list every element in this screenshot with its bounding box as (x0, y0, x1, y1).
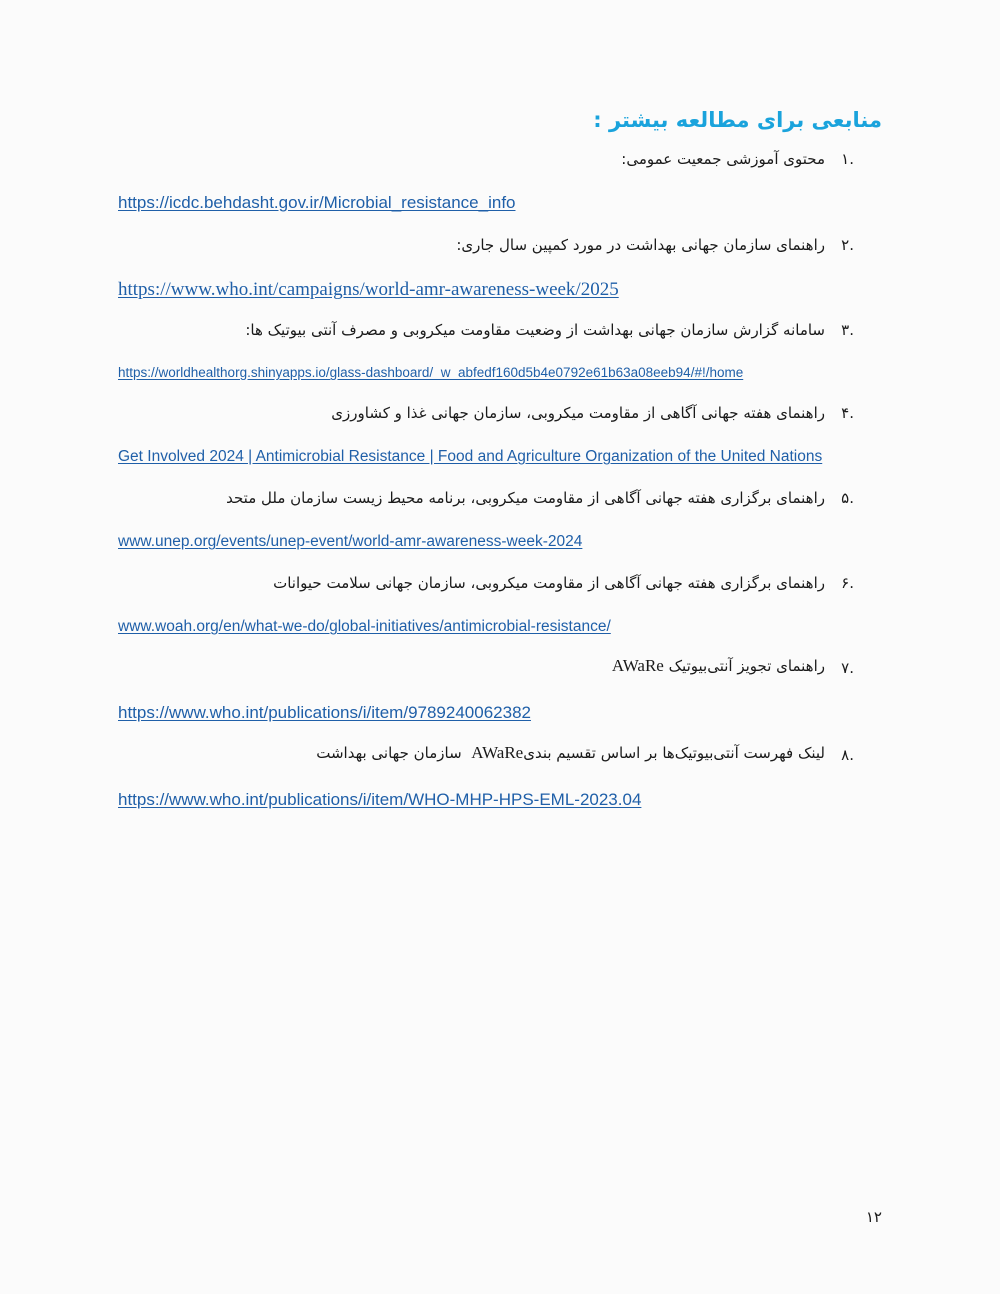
item-8-text (316, 743, 825, 763)
item-3-link[interactable]: https://worldhealthorg.shinyapps.io/glass-dashboard/_w_abfedf160d5b4e0792e61b63a08eeb94/#!/home (118, 365, 744, 380)
item-7-link[interactable]: https://www.who.int/publications/i/item/9789240062382 (118, 703, 531, 722)
item-7-text (612, 656, 825, 676)
item-8-text-latin: AWaRe (471, 743, 524, 762)
item-8-text-after: سازمان جهانی بهداشت (316, 744, 462, 762)
item-8-link[interactable]: https://www.who.int/publications/i/item/WHO-MHP-HPS-EML-2023.04 (118, 790, 642, 809)
item-5-text: راهنمای برگزاری هفته جهانی آگاهی از مقاومت میکروبی، برنامه محیط زیست سازمان ملل متحد (226, 489, 825, 507)
item-4-number: .۴ (841, 404, 854, 422)
page-number: ۱۲ (865, 1208, 882, 1226)
item-6-number: .۶ (841, 574, 854, 592)
item-1-number: .۱ (841, 150, 854, 168)
item-7-text-fa: راهنمای تجویز آنتی‌بیوتیک (668, 657, 825, 675)
item-8-number: .۸ (841, 746, 854, 764)
item-1-text: محتوی آموزشی جمعیت عمومی: (621, 150, 825, 168)
item-7-text-latin: AWaRe (611, 656, 664, 675)
item-6-link[interactable]: www.woah.org/en/what-we-do/global-initiatives/antimicrobial-resistance/ (118, 618, 611, 635)
item-2-link[interactable]: https://www.who.int/campaigns/world-amr-awareness-week/2025 (118, 279, 619, 300)
section-heading: منابعی برای مطالعه بیشتر : (593, 108, 882, 132)
item-5-link[interactable]: www.unep.org/events/unep-event/world-amr-awareness-week-2024 (118, 533, 583, 550)
item-4-text: راهنمای هفته جهانی آگاهی از مقاومت میکروبی، سازمان جهانی غذا و کشاورزی (331, 404, 825, 422)
item-3-number: .۳ (841, 321, 854, 339)
item-2-text: راهنمای سازمان جهانی بهداشت در مورد کمپین سال جاری: (456, 236, 825, 254)
item-3-text: سامانه گزارش سازمان جهانی بهداشت از وضعیت مقاومت میکروبی و مصرف آنتی بیوتیک ها: (245, 321, 825, 339)
item-2-number: .۲ (841, 236, 854, 254)
item-7-number: .۷ (841, 659, 854, 677)
item-5-number: .۵ (841, 489, 854, 507)
item-4-link[interactable]: Get Involved 2024 | Antimicrobial Resistance | Food and Agriculture Organization of the United Nations (118, 448, 823, 465)
item-8-text-fa: لینک فهرست آنتی‌بیوتیک‌ها بر اساس تقسیم بندی (523, 744, 825, 762)
item-6-text: راهنمای برگزاری هفته جهانی آگاهی از مقاومت میکروبی، سازمان جهانی سلامت حیوانات (273, 574, 825, 592)
item-1-link[interactable]: https://icdc.behdasht.gov.ir/Microbial_resistance_info (118, 193, 516, 212)
